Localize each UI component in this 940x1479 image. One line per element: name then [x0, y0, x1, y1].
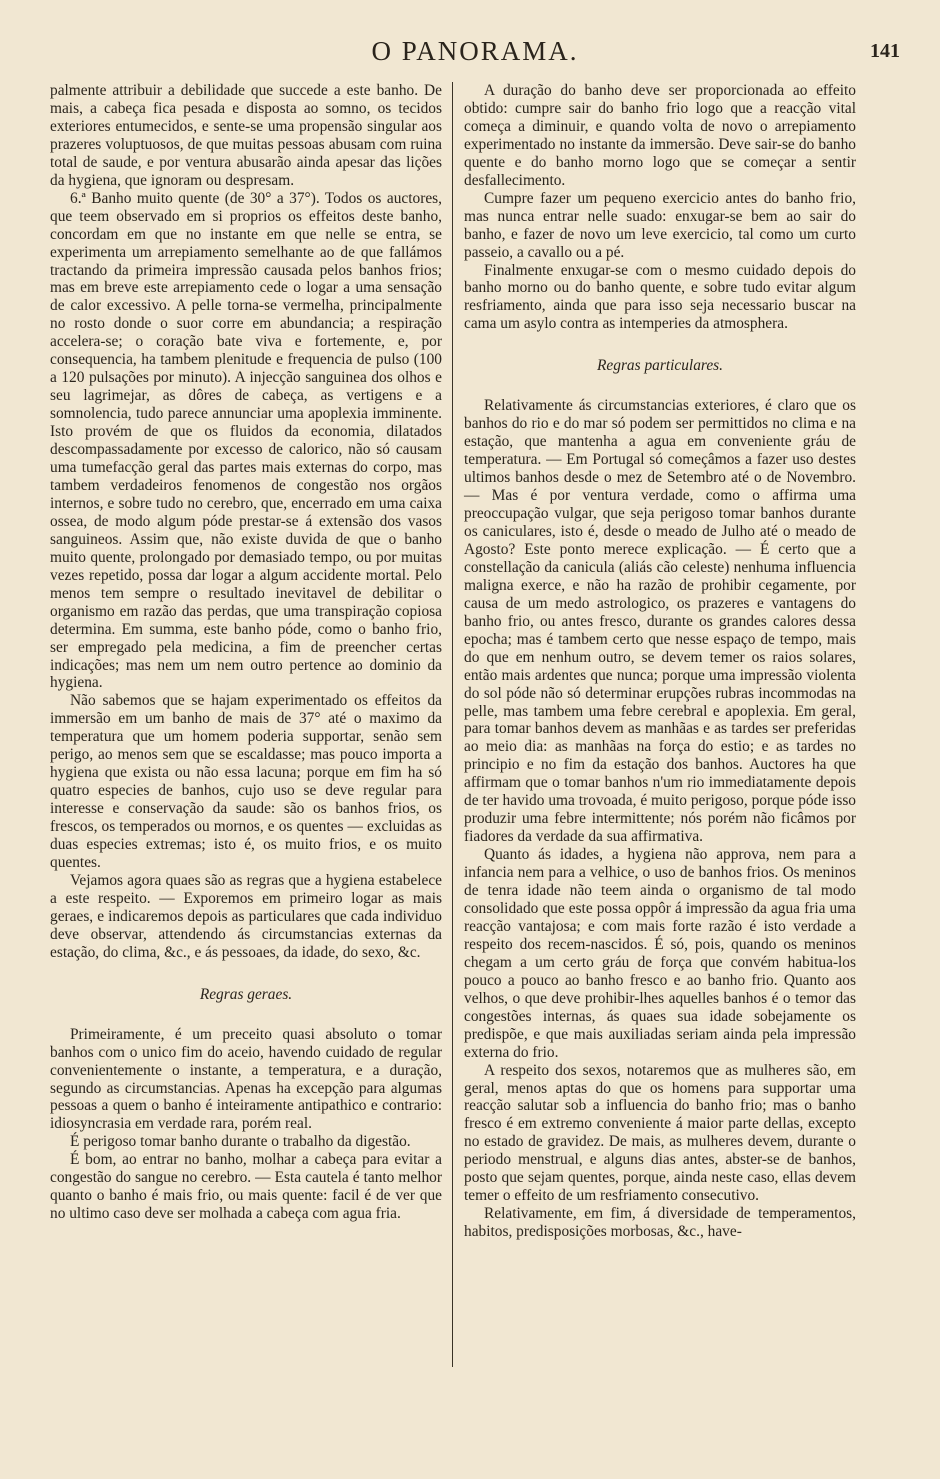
publication-title: O PANORAMA.: [371, 36, 579, 66]
paragraph: A respeito dos sexos, notaremos que as mulheres são, em geral, menos aptas do que os homens para supportar uma reacção salutar sob a influencia do banho frio; mas o banho fresco é em extremo conveniente á maior parte dellas, excepto no estado de gravidez. De mais, as mulheres devem, durante o periodo menstrual, e alguns dias antes, abster-se de banhos, posto que sejam quentes, porque, ainda neste caso, ellas devem temer o effeito de um resfriamento consecutivo.: [464, 1061, 856, 1205]
paragraph: Relativamente ás circumstancias exteriores, é claro que os banhos do rio e do mar só podem ser permittidos no clima e na estação, que mantenha a agua em conveniente gráu de temperatura. — Em Portugal só começâmos a fazer uso destes ultimos banhos desde o mez de Setembro até o de Novembro. — Mas é por ventura verdade, como o affirma uma preoccupação vulgar, que seja perigoso tomar banhos durante os caniculares, isto é, desde o meado de Julho até o meado de Agosto? Este ponto merece explicação. — É certo que a constellação da canicula (aliás cão celeste) nenhuma influencia maligna exerce, e não ha razão de prohibir cegamente, por causa de um medo astrologico, os prazeres e vantagens do banho frio, ou antes fresco, durante os grandes calores dessa epocha; mas é tambem certo que nesse espaço de tempo, mais do que em nenhum outro, se devem temer os raios solares, então mais ardentes que nunca; porque uma impressão violenta do sol póde não só determinar erupções rubras incommodas na pelle, mas tambem uma febre cerebral e apoplexia. Em geral, para tomar banhos devem as manhãas e as tardes ser preferidas ao meio dia: as manhãas na força do estio; e as tardes no principio e no fim da estação dos banhos. Auctores ha que affirmam que o tomar banhos n'um rio immediatamente depois de ter havido uma trovoada, é muito perigoso, porque póde isso produzir uma febre intermittente; nós porém não ficâmos por fiadores da verdade da sua affirmativa.: [464, 397, 856, 846]
paragraph: 6.ª Banho muito quente (de 30° a 37°). Todos os auctores, que teem observado em si proprios os effeitos deste banho, concordam em que no instante em que nelle se entra, se experimenta um arrepiamento semelhante ao de que fallámos tractando da primeira impressão causada pelos banhos frios; mas em breve este arrepiamento cede o logar a uma sensação de calor excessivo. A pelle torna-se vermelha, principalmente no rosto donde o suor corre em abundancia; a respiração accelera-se; o coração bate viva e fortemente, e, por consequencia, ha tambem plenitude e frequencia de pulso (100 a 120 pulsações por minuto). A injecção sanguinea dos olhos e seu lagrimejar, as dôres de cabeça, as vertigens e a somnolencia, tudo parece annunciar uma apoplexia imminente. Isto provém de que os fluidos da economia, dilatados descompassadamente por excesso de calorico, não só causam uma tumefacção geral das partes mais externas do corpo, mas tambem verdadeiros fenomenos de congestão nos orgãos internos, e sobre tudo no cerebro, que, encerrado em uma caixa ossea, de modo algum póde prestar-se á extensão dos vasos sanguineos. Assim que, não existe duvida de que o banho muito quente, prolongado por demasiado tempo, ou por muitas vezes repetido, possa dar logar a algum accidente mortal. Pelo menos tem sempre o resultado inevitavel de debilitar o organismo em razão das perdas, que uma transpiração copiosa determina. Em summa, este banho póde, como o banho frio, ser empregado pela medicina, a fim de preencher certas indicações; mas nem um nem outro pertence ao dominio da hygiena.: [50, 189, 442, 692]
masthead: [50, 36, 900, 76]
paragraph: Quanto ás idades, a hygiena não approva, nem para a infancia nem para a velhice, o uso de banhos frios. Os meninos de tenra idade não teem ainda o organismo de tal modo consolidado que este possa oppôr á impressão da agua fria uma reacção vantajosa; e com mais forte razão é isto verdade a respeito dos recem-nascidos. É só, pois, quando os meninos chegam a um certo gráu de força que convém habitua-los pouco a pouco ao banho fresco e ao banho frio. Quanto aos velhos, o que deve prohibir-lhes aquelles banhos é o temor das congestões internas, ás quaes sua idade sobejamente os predispõe, e que mais auxiliadas seriam ainda pela impressão externa do frio.: [464, 846, 856, 1061]
paragraph: Cumpre fazer um pequeno exercicio antes do banho frio, mas nunca entrar nelle suado: enxugar-se bem ao sair do banho, e fazer de novo um leve exercicio, tal como um curto passeio, a cavallo ou a pé.: [464, 189, 856, 261]
right-column: [464, 82, 856, 1241]
section-heading: Regras geraes.: [199, 985, 293, 1003]
paragraph: É perigoso tomar banho durante o trabalho da digestão.: [70, 1133, 411, 1151]
paragraph: Vejamos agora quaes são as regras que a hygiena estabelece a este respeito. — Exporemos em primeiro logar as mais geraes, e indicaremos depois as particulares que cada individuo deve observar, attendendo ás circumstancias externas da estação, do clima, &c., e ás pessoaes, da idade, do sexo, &c.: [50, 871, 442, 961]
paragraph: Relativamente, em fim, á diversidade de temperamentos, habitos, predisposições morbosas, &c., have-: [464, 1205, 856, 1241]
page-number: 141: [870, 40, 900, 62]
left-column: [50, 82, 442, 1223]
paragraph: A duração do banho deve ser proporcionada ao effeito obtido: cumpre sair do banho frio logo que a reacção vital começa a diminuir, e quando volta de novo o arrepiamento experimentado no instante da immersão. Deve sair-se do banho quente e do banho morno logo que se começar a sentir desfallecimento.: [464, 82, 856, 189]
paragraph: palmente attribuir a debilidade que succede a este banho. De mais, a cabeça fica pesada e disposta ao somno, os tecidos exteriores entumecidos, e sente-se uma propensão singular aos prazeres voluptuosos, de que muitas pessoas abusam com ruina total de saude, e por ventura abusarão ainda apesar das lições da hygiena, que ignoram ou despresam.: [50, 82, 442, 189]
column-divider: [452, 82, 453, 1367]
paragraph: Não sabemos que se hajam experimentado os effeitos da immersão em um banho de mais de 37° até o maximo da temperatura que um homem poderia supportar, senão sem perigo, ao menos sem que se escaldasse; mas pouco importa a hygiena que exista ou não essa lacuna; porque em fim ha só quatro especies de banhos, cujo uso se deve regular para interesse e conservação da saude: são os banhos frios, os frescos, os temperados ou mornos, e os quentes — excluidas as duas especies extremas; isto é, os muito frios, e os muito quentes.: [50, 692, 442, 871]
paragraph: É bom, ao entrar no banho, molhar a cabeça para evitar a congestão do sangue no cerebro. — Esta cautela é tanto melhor quanto o banho é mais frio, ou mais quente: facil é de ver que no ultimo caso deve ser molhada a cabeça com agua fria.: [50, 1151, 442, 1223]
paragraph: Primeiramente, é um preceito quasi absoluto o tomar banhos com o unico fim do aceio, havendo cuidado de regular convenientemente o instante, a temperatura, e a duração, segundo as circumstancias. Apenas ha excepção para algumas pessoas a quem o banho é inteiramente antipathico e contrario: idiosyncrasia em verdade rara, porém real.: [50, 1025, 442, 1133]
section-heading: Regras particulares.: [597, 357, 723, 375]
paragraph: Finalmente enxugar-se com o mesmo cuidado depois do banho morno ou do banho quente, e sobre tudo evitar algum resfriamento, ainda que para isso seja necessario buscar na cama um asylo contra as intemperies da atmosphera.: [464, 261, 856, 333]
